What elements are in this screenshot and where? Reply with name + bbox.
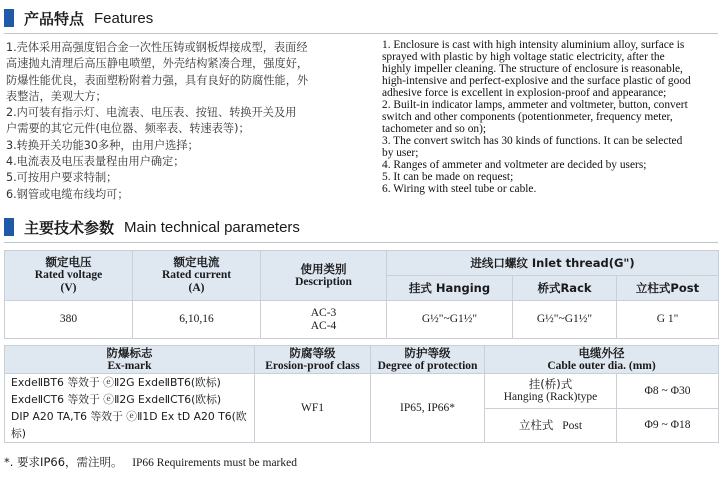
list-item: 防爆性能优良，表面塑粉附着力强，具有良好的防腐性能，外 <box>6 73 309 87</box>
list-item: 6. Wiring with steel tube or cable. <box>382 183 537 195</box>
list-item: sprayed with plastic by high voltage static electricity, after the <box>382 51 665 63</box>
header-ex-mark <box>5 346 255 374</box>
ex-mark-line: ExdeⅡBT6 等效于 ⓔⅡ2G ExdeⅡBT6(欧标) <box>11 376 221 389</box>
list-item: 户需要的其它元件(电位器、频率表、转速表等)； <box>6 122 250 136</box>
type-label-zh: 立柱式 <box>518 417 554 432</box>
params-header <box>4 216 300 238</box>
list-item: 5.可按用户要求特制； <box>6 171 118 185</box>
header-label-en: Degree of protection <box>377 359 478 372</box>
section-marker <box>4 218 14 236</box>
header-label-zh: 防腐等级 <box>289 345 336 360</box>
header-inlet-thread: 进线口螺纹 Inlet thread(G") <box>387 251 719 276</box>
ex-mark-values <box>5 374 255 443</box>
header-unit: (A) <box>188 282 205 294</box>
header-description <box>261 251 387 301</box>
list-item: 2. Built-in indicator lamps, ammeter and voltmeter, button, convert <box>382 99 688 111</box>
description-line: AC-3 <box>310 306 337 319</box>
header-label-en: Erosion-proof class <box>265 359 360 372</box>
rated-params-table <box>4 250 719 339</box>
features-list-zh <box>6 40 376 203</box>
features-header <box>4 7 153 29</box>
type-label-en: Hanging (Rack)type <box>503 391 598 403</box>
header-rated-voltage <box>5 251 133 301</box>
features-rule <box>4 33 718 34</box>
protection-table <box>4 345 719 443</box>
list-item: 1. Enclosure is cast with high intensity aluminium alloy, surface is <box>382 39 685 51</box>
header-cable-dia <box>485 346 719 374</box>
header-hanging: 挂式 Hanging <box>387 276 513 301</box>
section-marker <box>4 9 14 27</box>
list-item: 3.转换开关功能30多种，由用户选择； <box>6 138 199 152</box>
list-item: 2.内可装有指示灯、电流表、电压表、按钮、转换开关及用 <box>6 106 297 120</box>
list-item: adhesive force is excellent in explosion-proof and appearance; <box>382 87 667 99</box>
footnote-zh: *. 要求IP66，需注明。 <box>4 455 123 469</box>
ex-mark-line: DIP A20 TA,T6 等效于 ⓔⅡ1D Ex tD A20 T6(欧标) <box>11 410 247 440</box>
params-title-en: Main technical parameters <box>124 218 300 236</box>
hanging-type-label <box>485 374 617 409</box>
description-line: AC-4 <box>310 319 337 332</box>
erosion-value: WF1 <box>255 374 371 443</box>
list-item: 1.壳体采用高强度铝合金一次性压铸或钢板焊接成型，表面经 <box>6 41 308 54</box>
table-row <box>5 374 719 409</box>
type-label-zh: 挂(桥)式 <box>528 377 573 391</box>
header-label-zh: 电缆外径 <box>578 345 625 360</box>
footnote <box>4 454 297 470</box>
list-item: 5. It can be made on request; <box>382 171 514 183</box>
list-item: by user; <box>382 147 419 159</box>
hanging-value: G½"~G1½" <box>387 301 513 339</box>
post-cable-value: Φ9 ~ Φ18 <box>617 409 719 443</box>
header-label-en: Rated voltage <box>34 269 103 281</box>
header-rack: 桥式Rack <box>513 276 617 301</box>
current-value: 6,10,16 <box>133 301 261 339</box>
list-item: switch and other components (potentionmeter, frequency meter, <box>382 111 673 123</box>
header-post: 立柱式Post <box>617 276 719 301</box>
post-value: G 1" <box>617 301 719 339</box>
features-title-zh: 产品特点 <box>24 9 85 28</box>
list-item: highly impeller cleaning. The structure of enclosure is reasonable, <box>382 63 683 75</box>
list-item: high-intensive and perfect-explosive and the surface plastic of good <box>382 75 691 87</box>
features-list-en <box>382 39 718 195</box>
header-label-en: Rated current <box>161 269 232 281</box>
params-title-zh: 主要技术参数 <box>24 218 115 237</box>
header-label-en: Ex-mark <box>107 359 152 372</box>
footnote-en: IP66 Requirements must be marked <box>132 457 297 469</box>
header-label-zh: 防护等级 <box>404 345 451 360</box>
header-label-zh: 使用类别 <box>300 261 347 276</box>
features-title-en: Features <box>94 9 154 27</box>
list-item: 4.电流表及电压表量程由用户确定； <box>6 155 185 169</box>
header-label-en: Description <box>295 275 352 288</box>
header-label-zh: 额定电流 <box>173 255 220 269</box>
header-label-en: Cable outer dia. (mm) <box>547 359 656 372</box>
voltage-value: 380 <box>5 301 133 339</box>
header-label-zh: 额定电压 <box>45 255 92 269</box>
header-label-zh: 防爆标志 <box>106 345 153 360</box>
hanging-cable-value: Φ8 ~ Φ30 <box>617 374 719 409</box>
rack-value: G½"~G1½" <box>513 301 617 339</box>
description-value <box>261 301 387 339</box>
list-item: 3. The convert switch has 30 kinds of functions. It can be selected <box>382 135 683 147</box>
list-item: 高速抛丸清理后高压静电喷塑，外壳结构紧凑合理，强度好， <box>6 57 309 71</box>
header-erosion-class <box>255 346 371 374</box>
header-protection-degree <box>371 346 485 374</box>
list-item: tachometer and so on); <box>382 123 487 135</box>
list-item: 4. Ranges of ammeter and voltmeter are decided by users; <box>382 159 647 171</box>
list-item: 表整洁，美观大方； <box>6 89 107 103</box>
type-label-en: Post <box>562 419 583 432</box>
list-item: 6.钢管或电缆布线均可； <box>6 187 129 201</box>
header-rated-current <box>133 251 261 301</box>
table-row <box>5 301 719 339</box>
header-unit: (V) <box>60 282 77 294</box>
ex-mark-line: ExdeⅡCT6 等效于 ⓔⅡ2G ExdeⅡCT6(欧标) <box>11 393 222 406</box>
post-type-label <box>485 409 617 443</box>
params-rule <box>4 242 718 243</box>
protection-value: IP65, IP66* <box>371 374 485 443</box>
